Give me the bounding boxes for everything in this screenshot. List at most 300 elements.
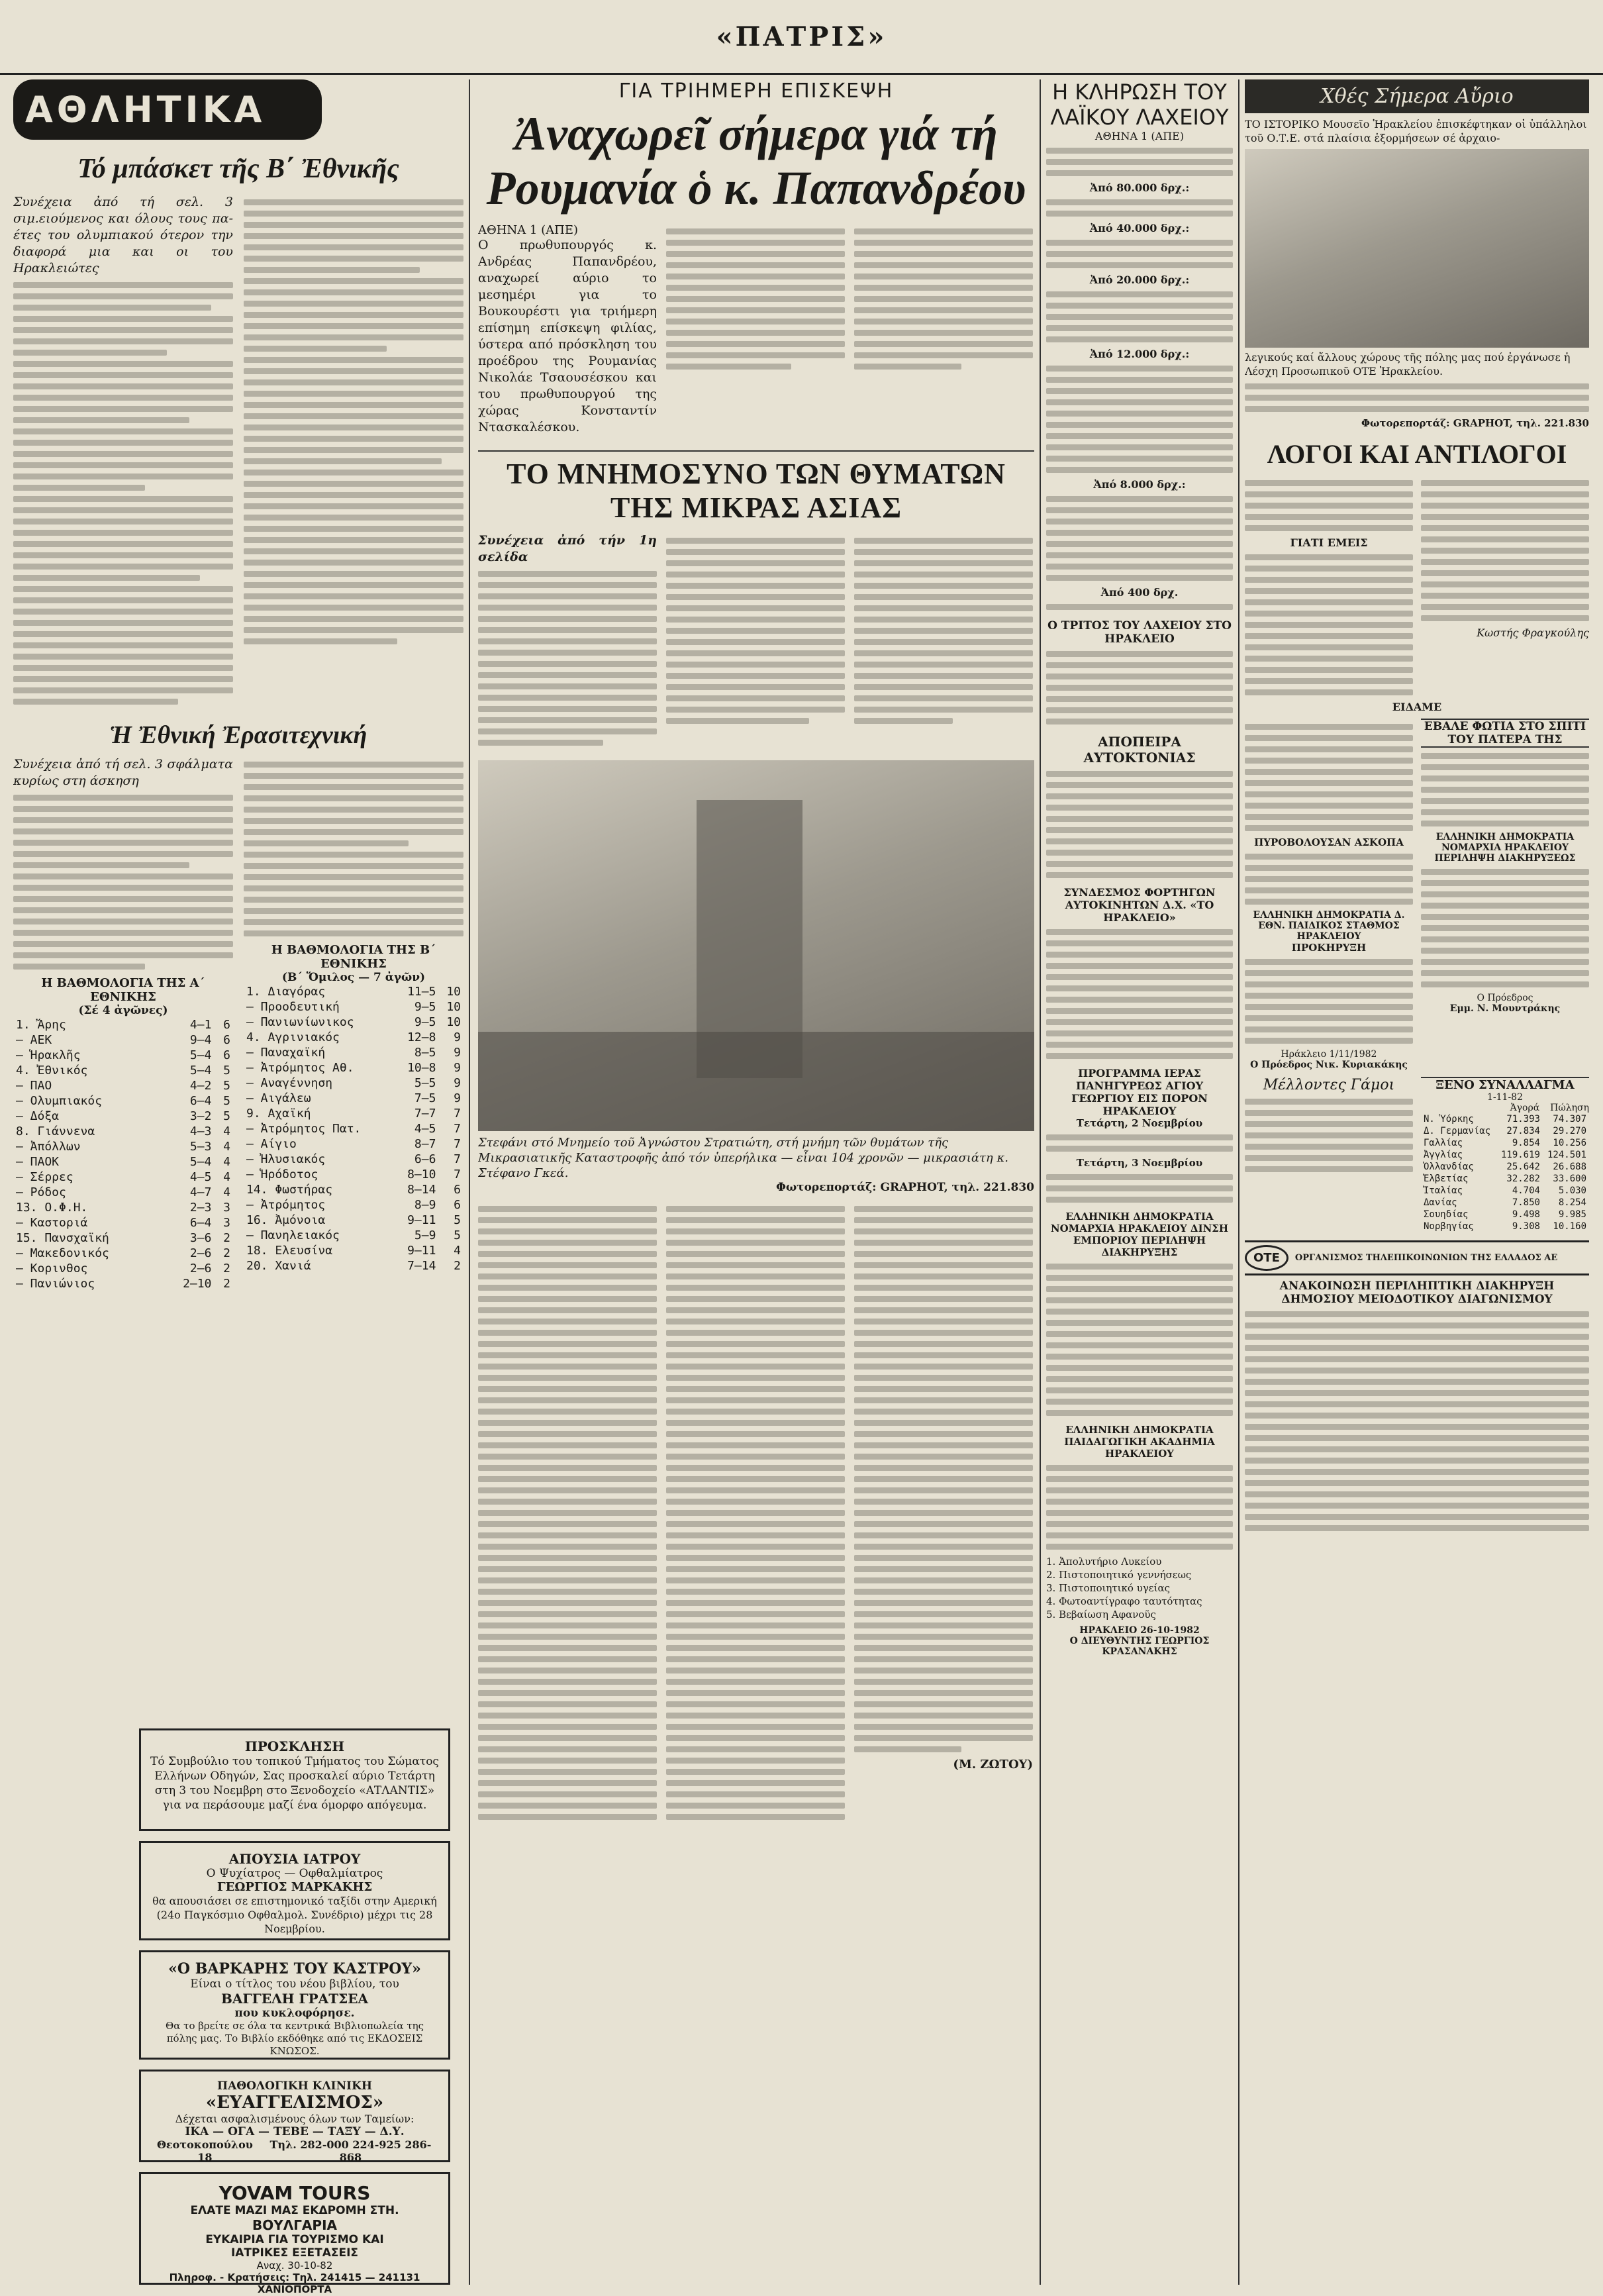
- standings-row-cell: 6—4: [189, 1216, 212, 1230]
- standings-row: [13, 1124, 233, 1139]
- fx-row-cell: Ἀγγλίας: [1424, 1150, 1463, 1160]
- fx-row-cell: 9.985: [1558, 1209, 1586, 1220]
- article-text-block: [1046, 604, 1233, 610]
- standings2-row-cell: 9—5: [414, 1015, 436, 1029]
- standings2-row: [244, 1152, 463, 1167]
- clinic-phones: Τηλ. 282-000 224-925 286-868: [269, 2138, 432, 2164]
- travel-ad: [139, 2172, 450, 2295]
- fx-row-cell: 7.850: [1512, 1197, 1540, 1208]
- middle-right-column: [1046, 79, 1233, 2278]
- standings2-row-cell: 1. Διαγόρας: [246, 985, 326, 999]
- divider: [478, 450, 1034, 452]
- standings2-table: [244, 984, 463, 1273]
- standings-row-cell: 4: [223, 1155, 230, 1169]
- invitation-text: Τό Συμβούλιο του τοπικού Τμήματος του Σώματος Ελλήνων Οδηγών, Σας προσκαλεί αύριο Τετάρτη στη 3 του Νοεμβρη στο Ξενοδοχείο «ΑΤΛΑΝΤΙΣ» για να περάσουμε μαζί ένα όμορφο απόγευμα.: [150, 1755, 439, 1812]
- clinic-ad: [139, 2070, 450, 2162]
- fx-row-cell: 27.834: [1506, 1126, 1540, 1136]
- standings-row-cell: 5: [223, 1094, 230, 1108]
- ote-organization: ΟΡΓΑΝΙΣΜΟΣ ΤΗΛΕΠΙΚΟΙΝΩΝΙΩΝ ΤΗΣ ΕΛΛΑΔΟΣ ΑΕ: [1294, 1253, 1558, 1263]
- standings2-row-cell: — Πανηλειακός: [246, 1228, 340, 1242]
- standings2-row: [244, 1045, 463, 1060]
- standings2-row-cell: 2: [454, 1259, 461, 1273]
- academy-requirements-list: [1046, 1555, 1233, 1621]
- fx-row: [1421, 1161, 1589, 1173]
- standings2-row: [244, 1030, 463, 1045]
- standings-row: [13, 1063, 233, 1078]
- standings2-row-cell: — Ἀτρόμητος: [246, 1198, 326, 1212]
- article-text-block: [1421, 869, 1589, 987]
- standings2-row-cell: — Αιγάλεω: [246, 1091, 311, 1105]
- standings-row-cell: — ΑΕΚ: [16, 1033, 52, 1047]
- book-subtitle: Είναι ο τίτλος του νέου βιβλίου, του: [190, 1977, 399, 1991]
- academy-signoff: Ο ΔΙΕΥΘΥΝΤΗΣ ΓΕΩΡΓΙΟΣ ΚΡΑΣΑΝΑΚΗΣ: [1069, 1636, 1210, 1657]
- lottery-numbers: [1046, 291, 1233, 342]
- eidame-subhead: ΕΙΔΑΜΕ: [1392, 701, 1442, 713]
- article-text-block: [1245, 1311, 1589, 1531]
- standings-row-cell: 5—4: [189, 1064, 212, 1077]
- standings-row-cell: 15. Πανσχαϊκή: [16, 1231, 109, 1245]
- bus-subhead: ΠΡΟΚΗΡΥΞΗ: [1291, 942, 1367, 954]
- fx-col-header: Ἀγορά: [1510, 1103, 1540, 1113]
- fx-row-cell: 10.160: [1553, 1221, 1586, 1232]
- memorial-photo: [478, 760, 1034, 1131]
- standings-row-cell: 5: [223, 1109, 230, 1123]
- standings-row-cell: 4. Ἐθνικός: [16, 1064, 88, 1077]
- standings2-row-cell: — Ἡρόδοτος: [246, 1168, 318, 1181]
- standings-row: [13, 1261, 233, 1276]
- academy-requirement-item: 3. Πιστοποιητικό υγείας: [1046, 1582, 1170, 1594]
- standings2-row-cell: 9: [454, 1030, 461, 1044]
- standings2-row: [244, 1243, 463, 1258]
- right-column: [1245, 79, 1589, 2278]
- fx-row: [1421, 1137, 1589, 1149]
- standings2-row: [244, 984, 463, 999]
- standings-row-cell: — ΠΑΟ: [16, 1079, 52, 1093]
- standings-subtitle: (Σέ 4 ἀγῶνες): [78, 1004, 168, 1017]
- feature-dateline: ΑΘΗΝΑ 1 (ΑΠΕ): [478, 223, 578, 237]
- travel-contact: Πληροφ. - Κρατήσεις: Τηλ. 241415 — 241131: [169, 2271, 420, 2283]
- fx-row-cell: Ἐλβετίας: [1424, 1173, 1469, 1184]
- article-text-block: [1245, 854, 1413, 905]
- clinic-name: «ΕΥΑΓΓΕΛΙΣΜΟΣ»: [205, 2093, 384, 2113]
- standings2-row-cell: 10—8: [407, 1061, 436, 1075]
- standings-row-cell: — Ρόδος: [16, 1185, 66, 1199]
- clinic-title: ΠΑΘΟΛΟΓΙΚΗ ΚΛΙΝΙΚΗ: [217, 2079, 372, 2093]
- doctor-absence-title: ΑΠΟΥΣΙΑ ΙΑΤΡΟΥ: [228, 1851, 361, 1867]
- lottery-numbers: [1046, 366, 1233, 473]
- standings2-row-cell: — Αναγέννηση: [246, 1076, 333, 1090]
- article-text-block: [1245, 724, 1413, 831]
- standings-row: [13, 1032, 233, 1048]
- article-text-block: [478, 571, 657, 746]
- shots-headline: ΠΥΡΟΒΟΛΟΥΣΑΝ ΑΣΚΟΠΑ: [1254, 836, 1404, 848]
- standings2-row-cell: 8—7: [414, 1137, 436, 1151]
- masthead: [0, 0, 1603, 75]
- fx-row: [1421, 1113, 1589, 1125]
- standings-table: [13, 1017, 233, 1291]
- standings2-row-cell: 6: [454, 1183, 461, 1197]
- standings-row: [13, 1200, 233, 1215]
- invitation-title: ΠΡΟΣΚΛΗΣΗ: [244, 1738, 345, 1754]
- standings-row: [13, 1048, 233, 1063]
- fx-date: 1-11-82: [1487, 1092, 1523, 1103]
- program-date: Τετάρτη, 2 Νοεμβρίου: [1076, 1117, 1203, 1129]
- bus-headline: ΕΛΛΗΝΙΚΗ ΔΗΜΟΚΡΑΤΙΑ Δ. ΕΘΝ. ΠΑΙΔΙΚΟΣ ΣΤΑΘΜΟΣ ΗΡΑΚΛΕΙΟΥ: [1253, 910, 1405, 942]
- third-prize-headline: Ο ΤΡΙΤΟΣ ΤΟΥ ΛΑΧΕΙΟΥ ΣΤΟ ΗΡΑΚΛΕΙΟ: [1047, 619, 1232, 646]
- article-text-block: [244, 199, 463, 644]
- fx-row-cell: Σουηδίας: [1424, 1209, 1469, 1220]
- fx-row-cell: 9.854: [1512, 1138, 1540, 1148]
- travel-date: Αναχ. 30-10-82: [256, 2260, 333, 2271]
- standings2-row-cell: 7: [454, 1122, 461, 1136]
- standings2-row: [244, 1075, 463, 1091]
- fx-row-cell: 4.704: [1512, 1185, 1540, 1196]
- article-text-block: [244, 762, 463, 936]
- standings2-row-cell: — Αίγιο: [246, 1137, 297, 1151]
- basketball-lead: Συνέχεια ἀπό τή σελ. 3 σιμ.ειούμενος και όλους τους πα-έτες του ολυμπιακού ότερον την διαφορά μια και οι του Ηρακλειώτες: [13, 195, 233, 275]
- column-rule: [1238, 79, 1239, 2285]
- standings-row-cell: 4—1: [189, 1018, 212, 1032]
- article-text-block: [1421, 753, 1589, 826]
- standings-row-cell: 2—6: [189, 1246, 212, 1260]
- standings2-row: [244, 1182, 463, 1197]
- article-text-block: [1046, 771, 1233, 878]
- fx-row-cell: 10.256: [1553, 1138, 1586, 1148]
- crowd-shape: [478, 1032, 1034, 1131]
- memorial-lead: Συνέχεια ἀπό τήν 1η σελίδα: [478, 533, 657, 564]
- daily-strip-caption: λεγικούς καί ἄλλους χώρους τῆς πόλης μας πού ἐργάνωσε ἡ Λέσχη Προσωπικοῦ ΟΤΕ Ἡρακλείου.: [1245, 351, 1571, 377]
- standings2-row-cell: 9: [454, 1091, 461, 1105]
- lottery-numbers: [1046, 199, 1233, 217]
- standings2-row-cell: 6—6: [414, 1152, 436, 1166]
- article-text-block: [13, 282, 233, 705]
- travel-line: ΕΥΚΑΙΡΙΑ ΓΙΑ ΤΟΥΡΙΣΜΟ ΚΑΙ: [205, 2233, 384, 2246]
- standings2-row-cell: 6: [454, 1198, 461, 1212]
- fx-row-cell: Δανίας: [1424, 1197, 1457, 1208]
- feature-kicker: ΓΙΑ ΤΡΙΗΜΕΡΗ ΕΠΙΣΚΕΨΗ: [618, 79, 894, 103]
- standings2-row: [244, 1136, 463, 1152]
- museum-visit-photo: [1245, 149, 1589, 348]
- article-text-block: [854, 223, 1033, 436]
- standings2-row: [244, 999, 463, 1015]
- doctor-absence-ad: [139, 1841, 450, 1940]
- standings2-row-cell: 8—10: [407, 1168, 436, 1181]
- lottery-prize: Ἀπό 80.000 δρχ.:: [1089, 181, 1190, 194]
- standings2-row-cell: 4—5: [414, 1122, 436, 1136]
- standings2-row-cell: — Ἀτρόμητος Αθ.: [246, 1061, 354, 1075]
- fx-row-cell: 5.030: [1558, 1185, 1586, 1196]
- book-text: Θα το βρείτε σε όλα τα κεντρικά Βιβλιοπωλεία της πόλης μας. Το Βιβλίο εκδόθηκε από τις ΕΚΔΟΣΕΙΣ ΚΝΩΣΟΣ.: [165, 2020, 424, 2057]
- article-text-block: [1046, 929, 1233, 1059]
- fx-row-cell: 9.308: [1512, 1221, 1540, 1232]
- standings-row-cell: 4—5: [189, 1170, 212, 1184]
- fx-row-cell: 29.270: [1553, 1126, 1586, 1136]
- article-text-block: [1421, 480, 1589, 621]
- academy-requirement-item: 5. Βεβαίωση Αφανοῦς: [1046, 1609, 1156, 1621]
- standings2-subtitle: (Β΄ Ὅμιλος — 7 ἀγῶν): [281, 971, 426, 984]
- standings2-row: [244, 1258, 463, 1273]
- academy-requirement-item: 2. Πιστοποιητικό γεννήσεως: [1046, 1569, 1192, 1581]
- standings-title: Η ΒΑΘΜΟΛΟΓΙΑ ΤΗΣ Α΄ ΕΘΝΙΚΗΣ: [41, 976, 205, 1004]
- standings2-row-cell: 8—5: [414, 1046, 436, 1060]
- prefecture-headline: ΕΛΛΗΝΙΚΗ ΔΗΜΟΚΡΑΤΙΑ ΝΟΜΑΡΧΙΑ ΗΡΑΚΛΕΙΟΥ ΠΕΡΙΛΗΨΗ ΔΙΑΚΗΡΥΞΕΩΣ: [1434, 832, 1576, 864]
- academy-requirement-item: 4. Φωτοαντίγραφο ταυτότητας: [1046, 1595, 1202, 1607]
- sports-column: [13, 79, 463, 1722]
- fx-row: [1421, 1173, 1589, 1185]
- standings-row-cell: 8. Γιάννενα: [16, 1124, 95, 1138]
- standings2-row-cell: 7—7: [414, 1107, 436, 1121]
- fx-row-cell: 33.600: [1553, 1173, 1586, 1184]
- standings2-row-cell: 10: [446, 1015, 461, 1029]
- standings2-row-cell: 4. Αγρινιακός: [246, 1030, 340, 1044]
- standings2-row-cell: 12—8: [407, 1030, 436, 1044]
- fx-row-cell: 74.307: [1553, 1114, 1586, 1124]
- article-text-block: [1245, 383, 1589, 412]
- standings-row: [13, 1215, 233, 1230]
- standings2-row-cell: 9: [454, 1076, 461, 1090]
- memorial-signature: (Μ. ΖΩΤΟΥ): [953, 1758, 1033, 1772]
- fx-row: [1421, 1209, 1589, 1221]
- standings2-row-cell: 10: [446, 985, 461, 999]
- article-text-block: [1046, 1264, 1233, 1416]
- standings-row-cell: 13. Ο.Φ.Η.: [16, 1201, 88, 1215]
- travel-line: ΙΑΤΡΙΚΕΣ ΕΞΕΤΑΣΕΙΣ: [230, 2246, 359, 2260]
- ote-banner: [1245, 1240, 1589, 1275]
- feature-headline-line1: Ἀναχωρεῖ σήμερα γιά τή: [514, 107, 998, 160]
- suicide-headline: ΑΠΟΠΕΙΡΑ ΑΥΤΟΚΤΟΝΙΑΣ: [1083, 734, 1196, 766]
- fx-row: [1421, 1125, 1589, 1137]
- standings-row-cell: — Πανιώνιος: [16, 1277, 95, 1291]
- standings2-row-cell: 9—11: [407, 1213, 436, 1227]
- fx-row-cell: Ν. Ὑόρκης: [1424, 1114, 1474, 1124]
- standings2-row: [244, 1167, 463, 1182]
- sports-section-logo: ΑΘΛΗΤΙΚΑ: [13, 79, 322, 140]
- standings-row-cell: 6—4: [189, 1094, 212, 1108]
- standings-row-cell: 3—2: [189, 1109, 212, 1123]
- standings-row-cell: 4—7: [189, 1185, 212, 1199]
- standings-row-cell: 6: [223, 1048, 230, 1062]
- fire-headline: ΕΒΑΛΕ ΦΩΤΙΑ ΣΤΟ ΣΠΙΤΙ ΤΟΥ ΠΑΤΕΡΑ ΤΗΣ: [1421, 719, 1589, 748]
- standings-row-cell: 2: [223, 1262, 230, 1275]
- standings2-row-cell: — Ἀτρόμητος Πατ.: [246, 1122, 362, 1136]
- ote-logo: ΟΤΕ: [1245, 1245, 1288, 1271]
- standings-row: [13, 1246, 233, 1261]
- standings2-row-cell: 5: [454, 1228, 461, 1242]
- academy-requirement-item: 1. Ἀπολυτήριο Λυκείου: [1046, 1556, 1162, 1568]
- fx-row-cell: Ἰταλίας: [1424, 1185, 1463, 1196]
- standings2-row-cell: 7—5: [414, 1091, 436, 1105]
- standings2-row-cell: — Παναχαϊκή: [246, 1046, 326, 1060]
- article-text-block: [1046, 1174, 1233, 1203]
- sports-headline-basketball: Τό μπάσκετ τῆς Β΄ Ἐθνικῆς: [77, 154, 399, 184]
- fx-row-cell: Δ. Γερμανίας: [1424, 1126, 1491, 1136]
- article-text-block: [1046, 1465, 1233, 1550]
- article-text-block: [854, 532, 1033, 751]
- daily-strip-banner: Χθές Σήμερα Αὔριο: [1245, 79, 1589, 113]
- article-text-block: [1046, 651, 1233, 724]
- prefecture-sign: Ο Πρόεδρος: [1477, 993, 1533, 1003]
- fx-row-cell: 71.393: [1506, 1114, 1540, 1124]
- standings-row-cell: — Ολυμπιακός: [16, 1094, 103, 1108]
- travel-line: ΒΟΥΛΓΑΡΙΑ: [252, 2217, 337, 2233]
- standings-row: [13, 1093, 233, 1109]
- ote-headline: ΑΝΑΚΟΙΝΩΣΗ ΠΕΡΙΛΗΠΤΙΚΗ ΔΙΑΚΗΡΥΞΗ ΔΗΜΟΣΙΟΥ ΜΕΙΟΔΟΤΙΚΟΥ ΔΙΑΓΩΝΙΣΜΟΥ: [1279, 1279, 1555, 1306]
- standings-row-cell: 5: [223, 1064, 230, 1077]
- standings-row: [13, 1185, 233, 1200]
- standings-row: [13, 1230, 233, 1246]
- standings2-row-cell: — Ἠλυσιακός: [246, 1152, 326, 1166]
- standings-row-cell: — Ἀπόλλων: [16, 1140, 81, 1154]
- feature-headline-line2: Ρουμανία ὁ κ. Παπανδρέου: [486, 162, 1026, 215]
- standings-row-cell: 4: [223, 1140, 230, 1154]
- lottery-prize: Ἀπό 12.000 δρχ.:: [1089, 348, 1190, 360]
- lottery-headline: Η ΚΛΗΡΩΣΗ ΤΟΥ ΛΑΪΚΟΥ ΛΑΧΕΙΟΥ: [1050, 79, 1229, 130]
- lottery-numbers: [1046, 496, 1233, 581]
- feature-lead: Ο πρωθυπουργός κ. Ανδρέας Παπανδρέου, αναχωρεί αύριο το μεσημέρι για το Βουκουρέστι για τριήμερη επίσημη επίσκεψη φιλίας, ύστερα από πρόσκληση του προέδρου της Ρουμανίας Νικολάε Τσαουσέσκου και του πρωθυπουργού της χώρας Κονσταντίν Ντασκαλέσκου.: [478, 238, 657, 434]
- bus-sign: Ο Πρόεδρος Νικ. Κυριακάκης: [1250, 1060, 1408, 1070]
- standings2-row-cell: 18. Ελευσίνα: [246, 1244, 333, 1258]
- standings-row-cell: 5—3: [189, 1140, 212, 1154]
- photo-caption: Στεφάνι στό Μνημείο τοῦ Ἀγνώστου Στρατιώτη, στή μνήμη τῶν θυμάτων τῆς Μικρασιατικῆς Καταστροφῆς ἀπό τόν ὑπερήλικα — εἶναι 104 χρονῶν — μικρασιάτη κ. Στέφανο Γκεά.: [478, 1136, 1008, 1180]
- standings-row-cell: 4—2: [189, 1079, 212, 1093]
- union-headline: ΣΥΝΔΕΣΜΟΣ ΦΟΡΤΗΓΩΝ ΑΥΤΟΚΙΝΗΤΩΝ Δ.Χ. «ΤΟ ΗΡΑΚΛΕΙΟ»: [1063, 886, 1216, 924]
- standings2-row-cell: 9: [454, 1046, 461, 1060]
- standings-row: [13, 1170, 233, 1185]
- standings-row-cell: — ΠΑΟΚ: [16, 1155, 60, 1169]
- fx-row-cell: 119.619: [1500, 1150, 1540, 1160]
- standings2-row-cell: 9—11: [407, 1244, 436, 1258]
- standings2-row-cell: 9—5: [414, 1000, 436, 1014]
- standings-row-cell: 3: [223, 1216, 230, 1230]
- standings2-row: [244, 1015, 463, 1030]
- article-text-block: [666, 532, 845, 751]
- fx-row: [1421, 1221, 1589, 1232]
- fx-row: [1421, 1197, 1589, 1209]
- photo-credit: Φωτορεπορτάζ: GRAPHOT, τηλ. 221.830: [776, 1181, 1034, 1194]
- standings-row-cell: 4—3: [189, 1124, 212, 1138]
- article-text-block: [1046, 1134, 1233, 1152]
- republic-headline: ΕΛΛΗΝΙΚΗ ΔΗΜΟΚΡΑΤΙΑ ΝΟΜΑΡΧΙΑ ΗΡΑΚΛΕΙΟΥ ΔΙΝΣΗ ΕΜΠΟΡΙΟΥ ΠΕΡΙΛΗΨΗ ΔΙΑΚΗΡΥΞΗΣ: [1050, 1211, 1229, 1258]
- standings2-row-cell: 10: [446, 1000, 461, 1014]
- book-author: ΒΑΓΓΕΛΗ ΓΡΑΤΣΕΑ: [221, 1991, 368, 2007]
- standings-row: [13, 1078, 233, 1093]
- standings2-row-cell: 9: [454, 1061, 461, 1075]
- standings-row: [13, 1139, 233, 1154]
- standings2-row-cell: 5—9: [414, 1228, 436, 1242]
- standings-row-cell: 2—6: [189, 1262, 212, 1275]
- words-signature: Κωστής Φραγκούλης: [1477, 626, 1589, 639]
- fx-row-cell: 25.642: [1506, 1162, 1540, 1172]
- standings-row-cell: — Δόξα: [16, 1109, 60, 1123]
- article-text-block: [854, 1206, 1033, 1752]
- standings2-row-cell: 20. Χανιά: [246, 1259, 311, 1273]
- article-text-block: [478, 1201, 657, 1825]
- daily-strip-credit: Φωτορεπορτάζ: GRAPHOT, τηλ. 221.830: [1361, 417, 1589, 429]
- doctor-name: ΓΕΩΡΓΙΟΣ ΜΑΡΚΑΚΗΣ: [217, 1880, 373, 1894]
- lottery-numbers: [1046, 240, 1233, 268]
- column-rule: [1040, 79, 1041, 2285]
- standings2-row: [244, 1091, 463, 1106]
- standings-row-cell: 3—6: [189, 1231, 212, 1245]
- standings2-row: [244, 1106, 463, 1121]
- standings-row-cell: 2: [223, 1246, 230, 1260]
- clinic-address: Θεοτοκοπούλου 18: [156, 2138, 253, 2164]
- standings-row-cell: 4: [223, 1185, 230, 1199]
- invitation-ad: [139, 1728, 450, 1831]
- standings-row-cell: — Μακεδονικός: [16, 1246, 109, 1260]
- standings-row: [13, 1109, 233, 1124]
- standings2-title: Η ΒΑΘΜΟΛΟΓΙΑ ΤΗΣ Β΄ ΕΘΝΙΚΗΣ: [271, 943, 436, 971]
- lottery-prize: Ἀπό 40.000 δρχ.:: [1089, 222, 1190, 234]
- travel-line: ΕΛΑΤΕ ΜΑΖΙ ΜΑΣ ΕΚΔΡΟΜΗ ΣΤΗ.: [190, 2204, 399, 2217]
- article-text-block: [1245, 959, 1413, 1044]
- standings-row-cell: 1. Ἄρης: [16, 1018, 66, 1032]
- column-rule: [469, 79, 470, 2285]
- standings-row-cell: 3: [223, 1201, 230, 1215]
- standings2-row-cell: 9. Αχαϊκή: [246, 1107, 311, 1121]
- standings2-row-cell: — Προοδευτική: [246, 1000, 340, 1014]
- fx-headline: ΞΕΝΟ ΣΥΝΑΛΛΑΓΜΑ: [1421, 1077, 1589, 1092]
- lottery-prize: Ἀπό 8.000 δρχ.:: [1093, 478, 1186, 491]
- standings2-row-cell: 8—9: [414, 1198, 436, 1212]
- article-text-block: [1245, 554, 1413, 695]
- article-text-block: [1046, 148, 1233, 176]
- clinic-funds: ΙΚΑ — ΟΓΑ — ΤΕΒΕ — ΤΑΞΥ — Δ.Υ.: [185, 2125, 405, 2138]
- doctor-role: Ο Ψυχίατρος — Οφθαλμίατρος: [206, 1867, 383, 1880]
- fx-table: [1421, 1113, 1589, 1232]
- bus-date: Ηράκλειο 1/11/1982: [1281, 1049, 1377, 1060]
- standings-row: [13, 1276, 233, 1291]
- standings2-row: [244, 1197, 463, 1213]
- why-subhead: ΓΙΑΤΙ ΕΜΕΙΣ: [1290, 536, 1368, 549]
- prefecture-name: Εμμ. Ν. Μουντράκης: [1449, 1003, 1561, 1014]
- travel-title: YOVAM TOURS: [219, 2182, 371, 2204]
- standings-row-cell: 5—4: [189, 1048, 212, 1062]
- weddings-headline: Μέλλοντες Γάμοι: [1263, 1077, 1395, 1093]
- memorial-article: [478, 457, 1034, 2278]
- standings2-row-cell: 7: [454, 1168, 461, 1181]
- standings-row-cell: 9—4: [189, 1033, 212, 1047]
- newspaper-title: «ΠΑΤΡΙΣ»: [716, 21, 887, 52]
- memorial-headline: ΤΟ ΜΝΗΜΟΣΥΝΟ ΤΩΝ ΘΥΜΑΤΩΝ ΤΗΣ ΜΙΚΡΑΣ ΑΣΙΑΣ: [507, 458, 1006, 524]
- standings-row-cell: 6: [223, 1018, 230, 1032]
- standings-row-cell: — Καστοριά: [16, 1216, 88, 1230]
- standings-row: [13, 1154, 233, 1170]
- standings-row-cell: 6: [223, 1033, 230, 1047]
- standings-row-cell: 5—4: [189, 1155, 212, 1169]
- article-text-block: [1245, 480, 1413, 531]
- book-status: που κυκλοφόρησε.: [234, 2007, 355, 2020]
- standings2-row-cell: 4: [454, 1244, 461, 1258]
- words-headline: ΛΟΓΟΙ ΚΑΙ ΑΝΤΙΛΟΓΟΙ: [1267, 439, 1567, 469]
- standings-row-cell: — Σέρρες: [16, 1170, 73, 1184]
- standings2-row-cell: — Πανιωνίωνικος: [246, 1015, 354, 1029]
- academy-date: ΗΡΑΚΛΕΙΟ 26-10-1982: [1079, 1625, 1200, 1636]
- fx-row: [1421, 1149, 1589, 1161]
- fx-row-cell: 124.501: [1547, 1150, 1586, 1160]
- fx-row: [1421, 1185, 1589, 1197]
- standings2-row: [244, 1060, 463, 1075]
- standings-row-cell: 2—3: [189, 1201, 212, 1215]
- standings2-row-cell: 7: [454, 1107, 461, 1121]
- standings-row-cell: 5: [223, 1079, 230, 1093]
- lottery-prize: Ἀπό 400 δρχ.: [1100, 586, 1179, 599]
- fx-row-cell: 9.498: [1512, 1209, 1540, 1220]
- program-headline: ΠΡΟΓΡΑΜΜΑ ΙΕΡΑΣ ΠΑΝΗΓΥΡΕΩΣ ΑΓΙΟΥ ΓΕΩΡΓΙΟΥ ΕΙΣ ΠΟΡΟΝ ΗΡΑΚΛΕΙΟΥ: [1071, 1067, 1208, 1117]
- fx-col-header: Πώληση: [1550, 1103, 1589, 1113]
- fx-row-cell: Ὁλλανδίας: [1424, 1162, 1474, 1172]
- doctor-text: θα απουσιάσει σε επιστημονικό ταξίδι στην Αμερική (24ο Παγκόσμιο Οφθαλμολ. Συνέδριο) μέχρι τις 28 Νοεμβρίου.: [152, 1895, 437, 1935]
